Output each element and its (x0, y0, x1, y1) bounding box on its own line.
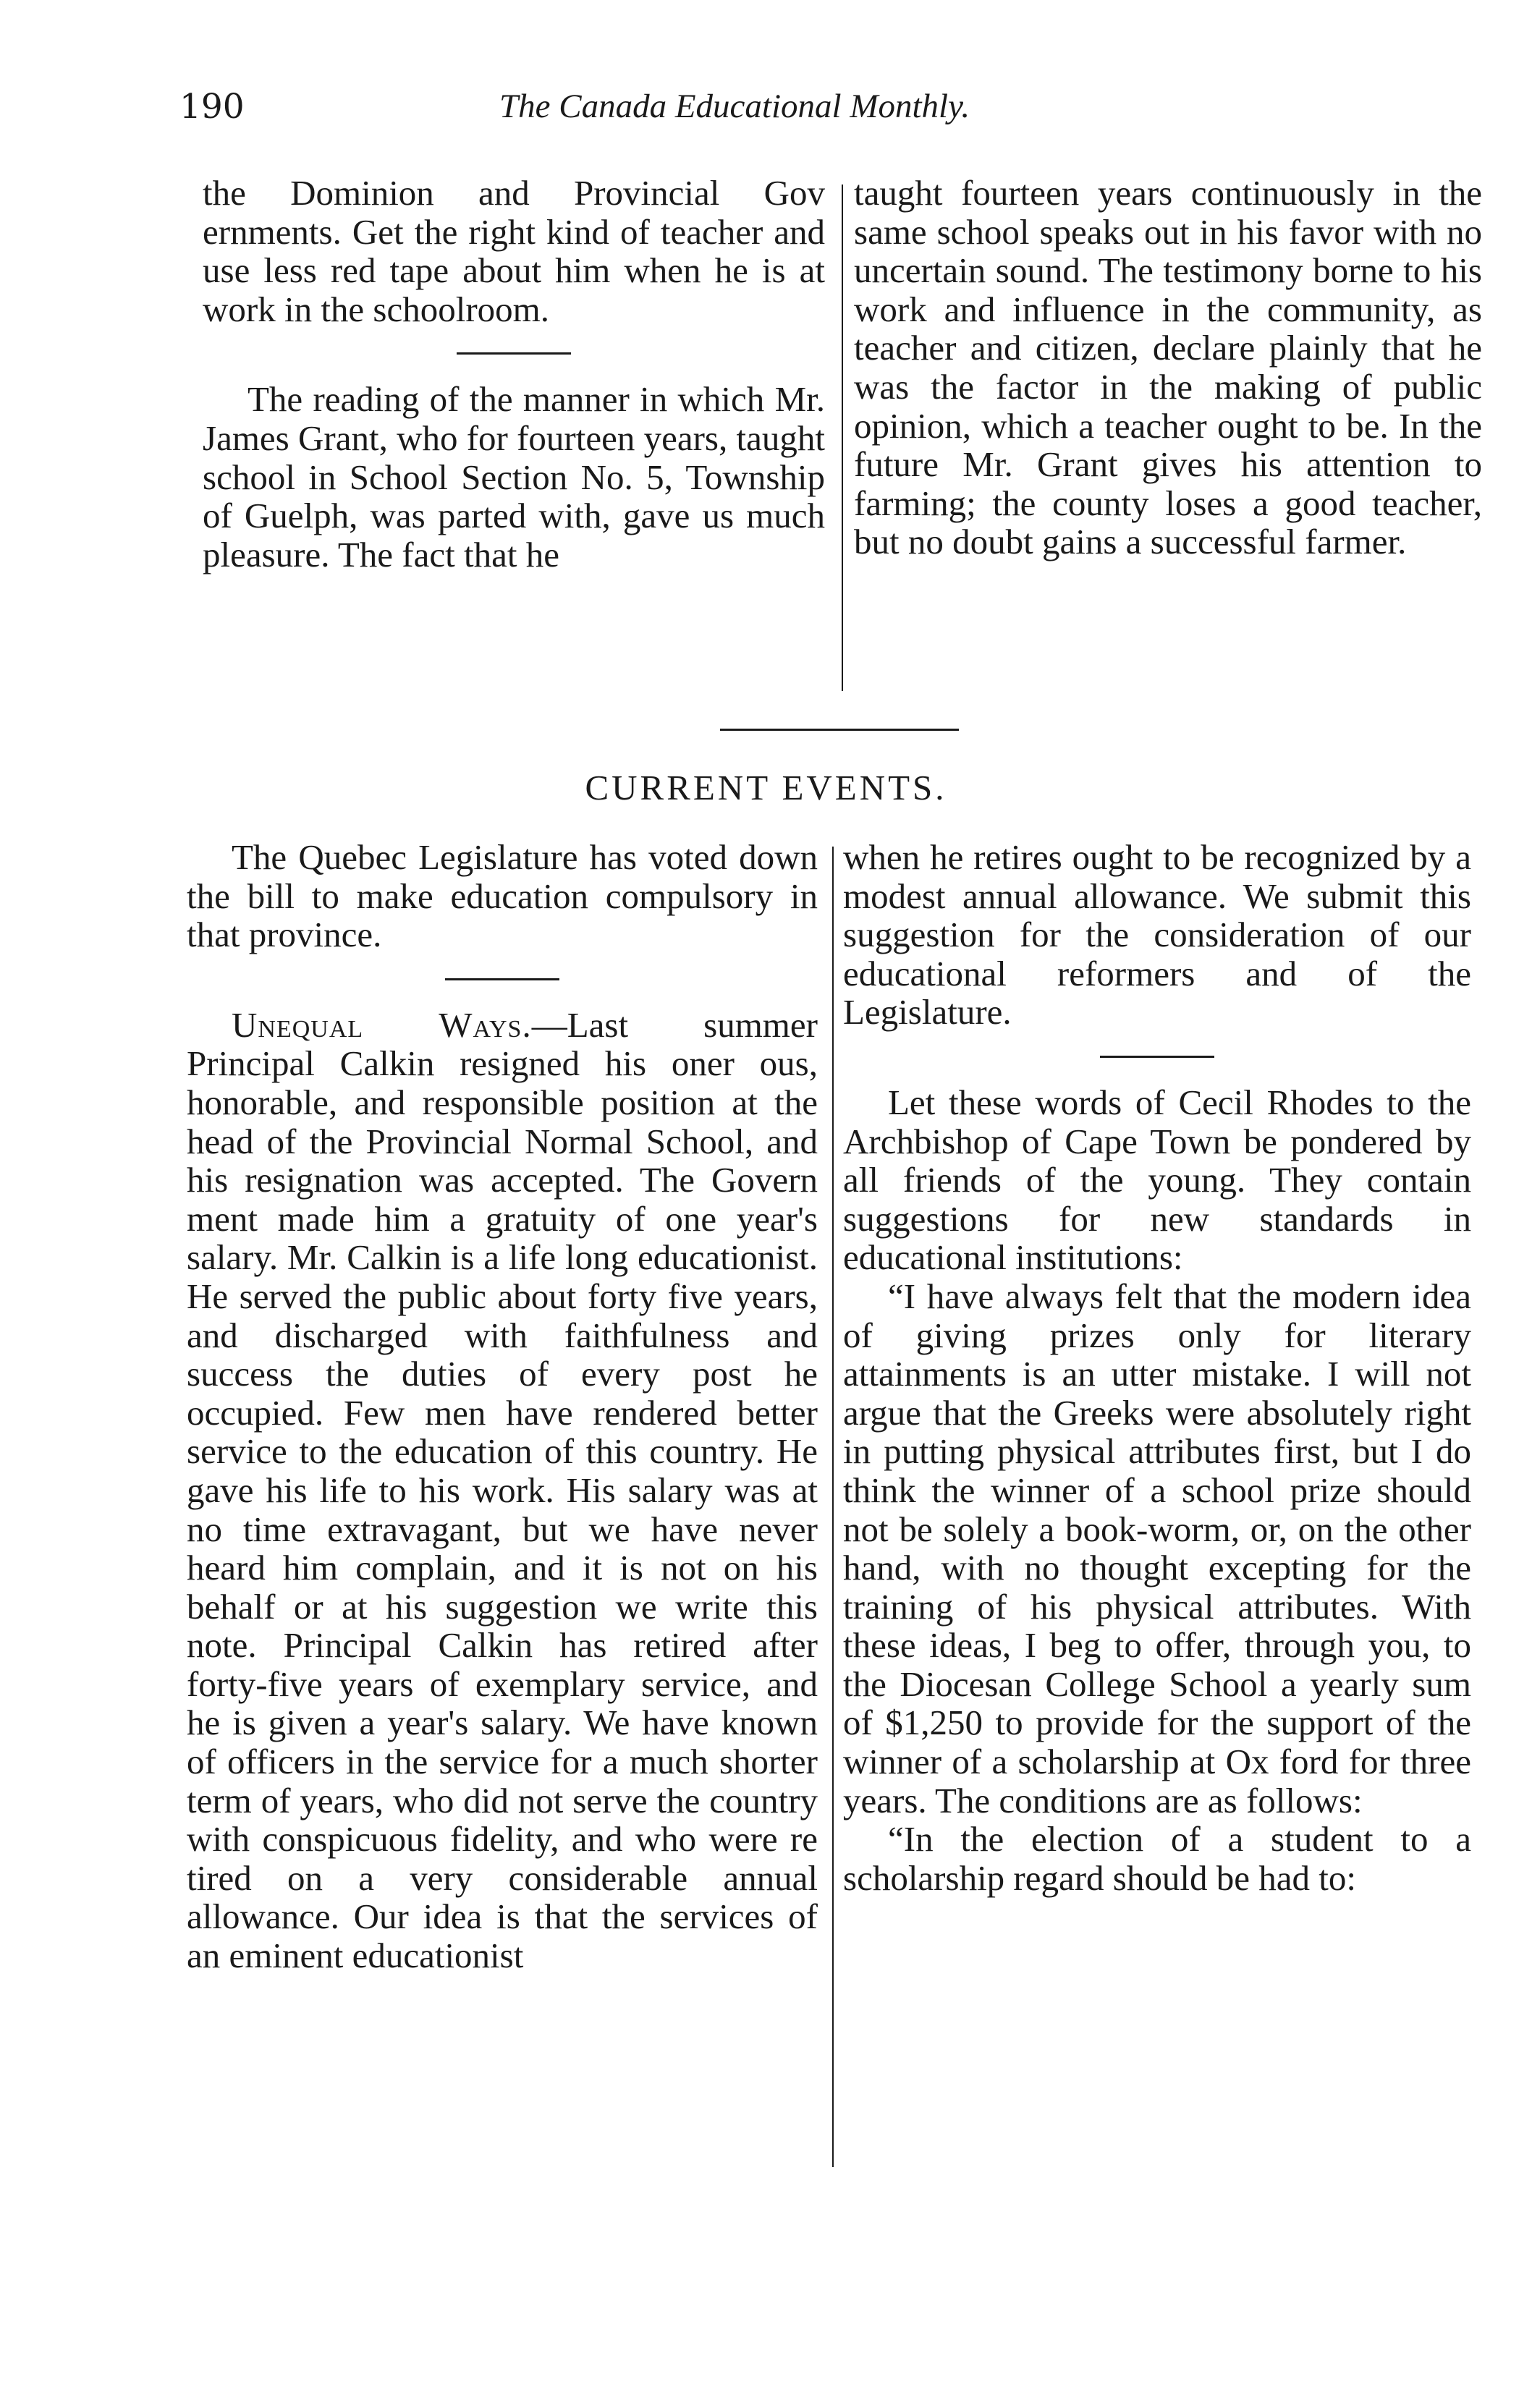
column-rule-top (842, 185, 843, 691)
top-right-paragraph-1: taught fourteen years continuously in the same school speaks out in his favor with no uncertain sound. The testimony borne to his work and influence in the community, as teacher and citizen, declare plainly that he was the factor in the making of public opinion, which a teacher ought to be. In the future Mr. Grant gives his attention to farming; the county loses a good teacher, but no doubt gains a successful farmer. (854, 173, 1482, 562)
bottom-right-paragraph-3: “I have always felt that the modern idea of giving prizes only for literary attainments is an utter mistake. I will not argue that the Greeks were absolutely right in putting physical attributes first, but I do think the winner of a school prize should not be solely a book-worm, or, on the other hand, with no thought excepting for the training of his physical attributes. With these ideas, I beg to offer, through you, to the Diocesan College School a yearly sum of $1,250 to provide for the support of the winner of a scholarship at Ox ford for three years. The conditions are as follows: (843, 1276, 1471, 1820)
section-title: CURRENT EVENTS. (585, 768, 947, 807)
bottom-left-paragraph-1: The Quebec Legislature has voted down the bill to make education compulsory in that province. (187, 837, 818, 955)
separator (457, 352, 571, 355)
top-left-paragraph-1: the Dominion and Provincial Gov ernments. Get the right kind of teacher and use less red tape about him when he is at work in the schoolroom. (203, 173, 825, 329)
page-number: 190 (179, 87, 245, 127)
unequal-ways-text: —Last summer Principal Calkin resigned his oner ous, honorable, and responsible position at the head of the Provincial Normal School, and his resignation was accepted. The Govern ment made him a gratuity of one year's salary. Mr. Calkin is a life long educationist. He served the public about forty five years, and discharged with faithfulness and success the duties of every post he occupied. Few men have rendered better service to the education of this country. He gave his life to his work. His salary was at no time extravagant, but we have never heard him complain, and it is not on his behalf or at his suggestion we write this note. Principal Calkin has retired after forty-five years of exemplary service, and he is given a year's salary. We have known of officers in the service for a much shorter term of years, who did not serve the country with conspicuous fidelity, and who were re tired on a very considerable annual allowance. Our idea is that the services of an eminent educationist (187, 1004, 818, 1976)
top-left-paragraph-2: The reading of the manner in which Mr. James Grant, who for fourteen years, taught school in School Section No. 5, Township of Guelph, was parted with, gave us much pleasure. The fact that he (203, 379, 825, 575)
bottom-left-column (187, 838, 818, 1975)
bottom-right-paragraph-2: Let these words of Cecil Rhodes to the Archbishop of Cape Town be pondered by all friends of the young. They contain suggestions for new standards in educational institutions: (843, 1082, 1471, 1278)
section-rule (720, 729, 959, 731)
top-left-column (203, 174, 825, 574)
journal-title: The Canada Educational Monthly. (499, 88, 970, 125)
bottom-left-paragraph-2 (187, 1006, 818, 1975)
unequal-ways-lead: Unequal Ways. (232, 1004, 532, 1045)
bottom-right-paragraph-1: when he retires ought to be recognized by a modest annual allowance. We submit this suggestion for the consideration of our educational reformers and of the Legislature. (843, 837, 1471, 1033)
bottom-right-paragraph-4: “In the election of a student to a scholarship regard should be had to: (843, 1819, 1471, 1898)
top-right-column (854, 174, 1482, 561)
separator (445, 978, 559, 980)
bottom-right-column (843, 838, 1471, 1897)
separator (1100, 1056, 1214, 1058)
column-rule-bottom (832, 847, 834, 2167)
